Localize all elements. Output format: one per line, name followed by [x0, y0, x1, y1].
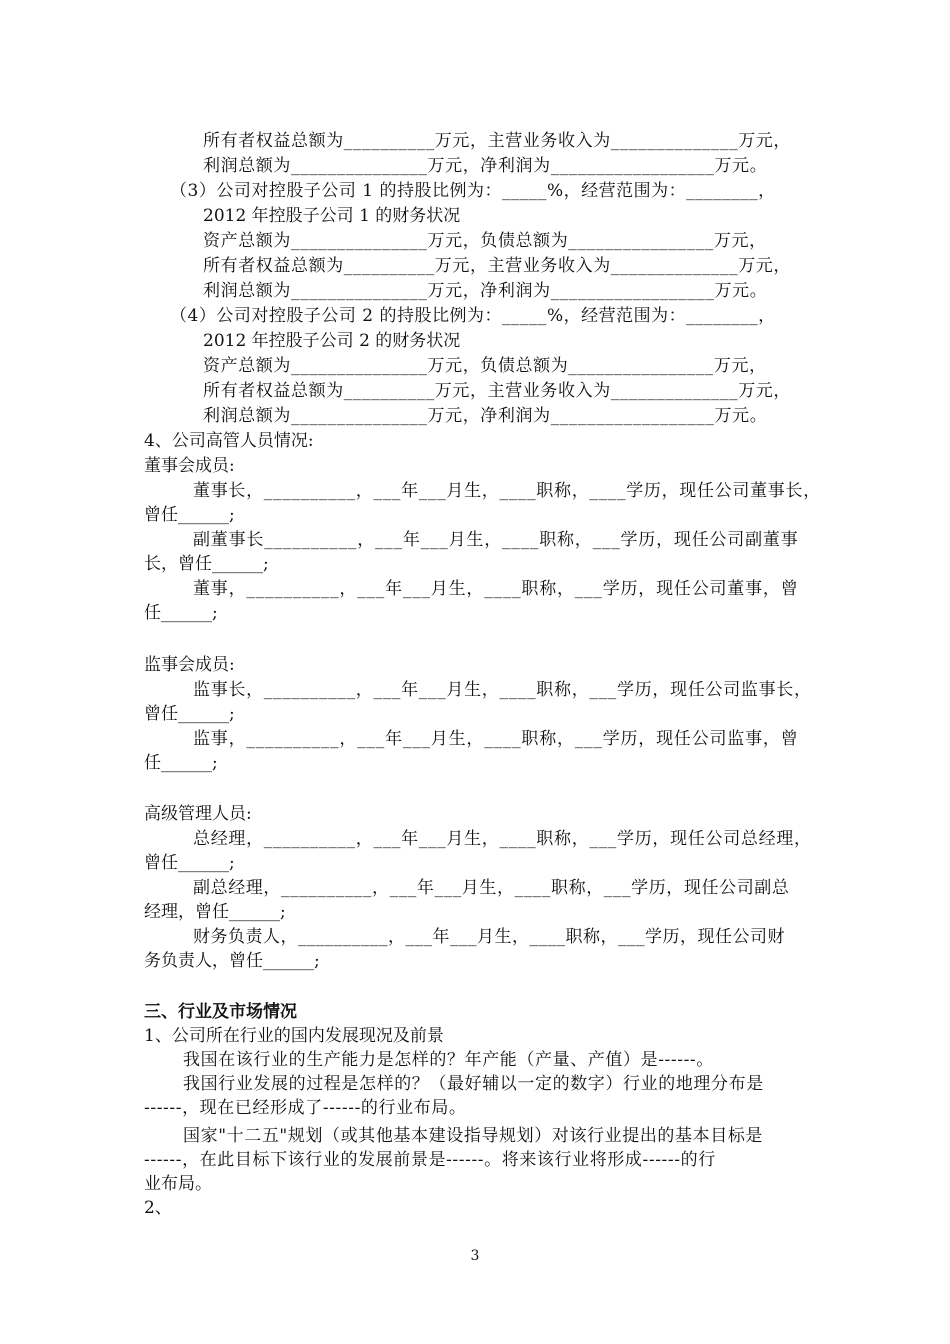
finance-head-line: 财务负责人，__________，___年___月生，____职称，___学历，现任公司财 — [193, 927, 785, 947]
general-manager-line: 总经理，__________，___年___月生，____职称，___学历，现任公司总经理， — [193, 829, 812, 849]
deputy-gm-cont: 经理，曾任______; — [144, 902, 286, 922]
paragraph-plan-line3: 业布局。 — [144, 1174, 212, 1194]
supervisors-title: 监事会成员: — [144, 655, 235, 675]
supervisor-chief-line: 监事长，__________，___年___月生，____职称，___学历，现任公司监事长， — [193, 680, 812, 700]
page-number: 3 — [470, 1248, 480, 1264]
subsidiary-2-equity-line: 所有者权益总额为__________万元，主营业务收入为______________万元， — [203, 381, 791, 401]
owner-equity-line: 所有者权益总额为__________万元，主营业务收入为______________万元， — [203, 131, 791, 151]
paragraph-plan-line1: 国家"十二五"规划（或其他基本建设指导规划）对该行业提出的基本目标是 — [183, 1126, 764, 1146]
management-title: 高级管理人员: — [144, 804, 252, 824]
subsidiary-1-assets-line: 资产总额为_______________万元，负债总额为________________万元， — [203, 231, 767, 251]
board-chairman-line: 董事长，__________，___年___月生，____职称，____学历，现任公司董事长， — [193, 481, 821, 501]
supervisor-line: 监事，__________，___年___月生，____职称，___学历，现任公司监事，曾 — [193, 729, 799, 749]
paragraph-history-line2: ------，现在已经形成了------的行业布局。 — [144, 1098, 467, 1118]
finance-head-cont: 务负责人，曾任______; — [144, 951, 320, 971]
paragraph-plan-line2: ------，在此目标下该行业的发展前景是------。将来该行业将形成------的行 — [144, 1150, 716, 1170]
board-director-line: 董事，__________，___年___月生，____职称，___学历，现任公司董事，曾 — [193, 579, 799, 599]
subsidiary-1-year-line: 2012 年控股子公司 1 的财务状况 — [203, 206, 461, 226]
supervisor-cont: 任______; — [144, 753, 218, 773]
general-manager-cont: 曾任______; — [144, 853, 235, 873]
paragraph-capacity: 我国在该行业的生产能力是怎样的？年产能（产量、产值）是------。 — [183, 1050, 714, 1070]
subsidiary-1-heading: （3）公司对控股子公司 1 的持股比例为：_____%，经营范围为：________， — [170, 181, 776, 201]
profit-line: 利润总额为_______________万元，净利润为__________________万元。 — [203, 156, 768, 176]
board-chairman-cont: 曾任______; — [144, 505, 235, 525]
board-vice-chairman-cont: 长，曾任______; — [144, 554, 269, 574]
supervisor-chief-cont: 曾任______; — [144, 704, 235, 724]
subsidiary-2-profit-line: 利润总额为_______________万元，净利润为__________________万元。 — [203, 406, 768, 426]
subsidiary-1-profit-line: 利润总额为_______________万元，净利润为__________________万元。 — [203, 281, 768, 301]
section-3-title: 三、行业及市场情况 — [144, 1002, 297, 1022]
deputy-gm-line: 副总经理，__________，___年___月生，____职称，___学历，现任公司副总 — [193, 878, 790, 898]
section-3-sub2-title: 2、 — [144, 1198, 172, 1218]
subsidiary-1-equity-line: 所有者权益总额为__________万元，主营业务收入为______________万元， — [203, 256, 791, 276]
subsidiary-2-year-line: 2012 年控股子公司 2 的财务状况 — [203, 331, 461, 351]
executives-title: 4、公司高管人员情况: — [144, 431, 314, 451]
board-vice-chairman-line: 副董事长__________，___年___月生，____职称，___学历，现任公司副董事 — [193, 530, 799, 550]
subsidiary-2-assets-line: 资产总额为_______________万元，负债总额为________________万元， — [203, 356, 767, 376]
section-3-sub1-title: 1、公司所在行业的国内发展现况及前景 — [144, 1026, 444, 1046]
subsidiary-2-heading: （4）公司对控股子公司 2 的持股比例为：_____%，经营范围为：________， — [170, 306, 776, 326]
board-director-cont: 任______; — [144, 603, 218, 623]
paragraph-history-line1: 我国行业发展的过程是怎样的？（最好辅以一定的数字）行业的地理分布是 — [183, 1074, 764, 1094]
board-title: 董事会成员: — [144, 456, 235, 476]
